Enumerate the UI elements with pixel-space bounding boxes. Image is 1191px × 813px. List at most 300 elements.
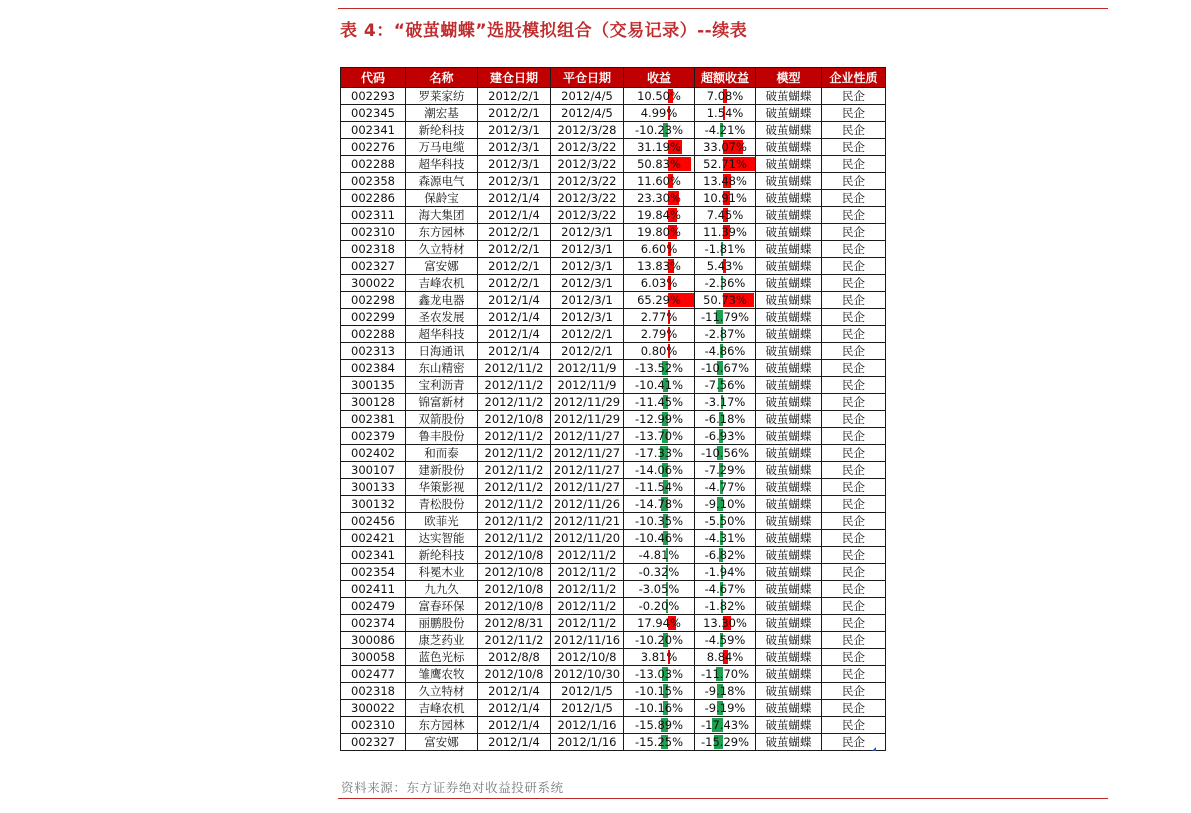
cell-open-date: 2012/1/4: [478, 700, 551, 717]
cell-return: [624, 173, 695, 190]
cell-open-date: 2012/11/2: [478, 513, 551, 530]
cell-value: -10.23%: [635, 123, 683, 137]
cell-value: -1.94%: [704, 565, 746, 579]
cell-open-date: 2012/3/1: [478, 156, 551, 173]
cell-close-date: 2012/3/1: [551, 241, 624, 258]
header-name: 名称: [406, 68, 478, 88]
cell-ownership: 民企: [822, 717, 886, 734]
cell-open-date: 2012/10/8: [478, 581, 551, 598]
cell-model: 破茧蝴蝶: [756, 275, 822, 292]
cell-close-date: 2012/1/16: [551, 717, 624, 734]
cell-close-date: 2012/3/1: [551, 292, 624, 309]
cell-value: 13.30%: [703, 616, 747, 630]
cell-value: -4.77%: [704, 480, 746, 494]
cell-excess-return: [695, 564, 756, 581]
cell-excess-return: [695, 734, 756, 751]
cell-value: 11.39%: [703, 225, 747, 239]
cell-value: -0.32%: [638, 565, 680, 579]
cell-close-date: 2012/11/29: [551, 411, 624, 428]
cell-model: 破茧蝴蝶: [756, 649, 822, 666]
cell-value: -4.31%: [704, 531, 746, 545]
cell-excess-return: [695, 683, 756, 700]
cell-open-date: 2012/2/1: [478, 275, 551, 292]
cell-ownership: 民企: [822, 292, 886, 309]
cell-code: 002402: [341, 445, 406, 462]
cell-ownership: 民企: [822, 734, 886, 751]
cell-close-date: 2012/3/1: [551, 275, 624, 292]
table-row: [341, 649, 886, 666]
cell-model: 破茧蝴蝶: [756, 547, 822, 564]
cell-close-date: 2012/4/5: [551, 105, 624, 122]
cell-value: -4.81%: [638, 548, 680, 562]
cell-open-date: 2012/11/2: [478, 462, 551, 479]
table-row: [341, 530, 886, 547]
cell-close-date: 2012/11/21: [551, 513, 624, 530]
table-title: 表 4：“破茧蝴蝶”选股模拟组合（交易记录）--续表: [340, 21, 748, 41]
cell-code: 300022: [341, 275, 406, 292]
cell-value: 1.54%: [706, 106, 744, 120]
cell-value: -6.82%: [704, 548, 746, 562]
cell-name: 海大集团: [406, 207, 478, 224]
cell-open-date: 2012/1/4: [478, 309, 551, 326]
cell-ownership: 民企: [822, 156, 886, 173]
cell-model: 破茧蝴蝶: [756, 173, 822, 190]
cell-value: -11.79%: [701, 310, 749, 324]
cell-model: 破茧蝴蝶: [756, 292, 822, 309]
cell-return: [624, 547, 695, 564]
table-row: [341, 717, 886, 734]
table-row: [341, 360, 886, 377]
cell-model: 破茧蝴蝶: [756, 445, 822, 462]
cell-ownership: 民企: [822, 326, 886, 343]
table-row: [341, 411, 886, 428]
cell-ownership: 民企: [822, 360, 886, 377]
cell-model: 破茧蝴蝶: [756, 88, 822, 105]
cell-model: 破茧蝴蝶: [756, 564, 822, 581]
cell-ownership: 民企: [822, 309, 886, 326]
cell-code: 002327: [341, 258, 406, 275]
cell-name: 丽鹏股份: [406, 615, 478, 632]
cell-value: -10.56%: [701, 446, 749, 460]
cell-close-date: 2012/11/27: [551, 445, 624, 462]
cell-close-date: 2012/3/1: [551, 309, 624, 326]
cell-name: 超华科技: [406, 326, 478, 343]
cell-ownership: 民企: [822, 377, 886, 394]
cell-close-date: 2012/2/1: [551, 343, 624, 360]
cell-code: 002276: [341, 139, 406, 156]
cell-value: -11.54%: [635, 480, 683, 494]
cell-code: 002299: [341, 309, 406, 326]
cell-return: [624, 717, 695, 734]
table-row: [341, 173, 886, 190]
cell-name: 日海通讯: [406, 343, 478, 360]
table-row: [341, 275, 886, 292]
cell-return: [624, 479, 695, 496]
cell-ownership: 民企: [822, 445, 886, 462]
cell-name: 雏鹰农牧: [406, 666, 478, 683]
cell-excess-return: [695, 649, 756, 666]
cell-model: 破茧蝴蝶: [756, 224, 822, 241]
cell-value: 6.03%: [640, 276, 678, 290]
cell-ownership: 民企: [822, 700, 886, 717]
cell-code: 002313: [341, 343, 406, 360]
cell-value: -14.06%: [635, 463, 683, 477]
cell-ownership: 民企: [822, 173, 886, 190]
cell-code: 002374: [341, 615, 406, 632]
table-row: [341, 615, 886, 632]
cell-ownership: 民企: [822, 479, 886, 496]
table-row: [341, 343, 886, 360]
cell-code: 002479: [341, 598, 406, 615]
cell-excess-return: [695, 581, 756, 598]
cell-excess-return: [695, 428, 756, 445]
cell-excess-return: [695, 139, 756, 156]
cell-model: 破茧蝴蝶: [756, 326, 822, 343]
header-ownership: 企业性质: [822, 68, 886, 88]
cell-name: 九九久: [406, 581, 478, 598]
cell-name: 新纶科技: [406, 547, 478, 564]
cell-return: [624, 496, 695, 513]
cell-excess-return: [695, 513, 756, 530]
cell-value: -10.15%: [635, 684, 683, 698]
cell-ownership: 民企: [822, 207, 886, 224]
cell-open-date: 2012/1/4: [478, 190, 551, 207]
cell-close-date: 2012/11/20: [551, 530, 624, 547]
cell-ownership: 民企: [822, 462, 886, 479]
header-excess-return: 超额收益: [695, 68, 756, 88]
cell-return: [624, 275, 695, 292]
cell-model: 破茧蝴蝶: [756, 377, 822, 394]
cell-return: [624, 530, 695, 547]
cell-excess-return: [695, 496, 756, 513]
cell-excess-return: [695, 632, 756, 649]
table-row: [341, 377, 886, 394]
cell-value: -2.87%: [704, 327, 746, 341]
cell-value: -4.86%: [704, 344, 746, 358]
cell-value: -12.99%: [635, 412, 683, 426]
cell-value: -6.18%: [704, 412, 746, 426]
cell-value: 19.84%: [637, 208, 681, 222]
cell-close-date: 2012/1/5: [551, 700, 624, 717]
cell-code: 002293: [341, 88, 406, 105]
cell-close-date: 2012/3/1: [551, 258, 624, 275]
cell-return: [624, 462, 695, 479]
cell-code: 002341: [341, 547, 406, 564]
cell-code: 002381: [341, 411, 406, 428]
cell-code: 002341: [341, 122, 406, 139]
cell-value: -11.45%: [635, 395, 683, 409]
table-row: [341, 666, 886, 683]
cell-close-date: 2012/3/22: [551, 139, 624, 156]
cell-return: [624, 122, 695, 139]
cell-name: 达实智能: [406, 530, 478, 547]
cell-close-date: 2012/1/16: [551, 734, 624, 751]
cell-code: 300058: [341, 649, 406, 666]
cell-code: 002411: [341, 581, 406, 598]
table-row: [341, 598, 886, 615]
cell-name: 吉峰农机: [406, 700, 478, 717]
cell-value: 0.80%: [640, 344, 678, 358]
cell-value: 8.84%: [706, 650, 744, 664]
cell-value: 17.94%: [637, 616, 681, 630]
cell-return: [624, 632, 695, 649]
cell-model: 破茧蝴蝶: [756, 241, 822, 258]
cell-value: -9.19%: [704, 701, 746, 715]
cell-code: 002288: [341, 326, 406, 343]
cell-code: 002310: [341, 717, 406, 734]
cell-model: 破茧蝴蝶: [756, 683, 822, 700]
cell-ownership: 民企: [822, 683, 886, 700]
cell-code: 002311: [341, 207, 406, 224]
table-row: [341, 445, 886, 462]
cell-model: 破茧蝴蝶: [756, 156, 822, 173]
cell-excess-return: [695, 598, 756, 615]
cell-return: [624, 394, 695, 411]
cell-return: [624, 190, 695, 207]
cell-name: 鑫龙电器: [406, 292, 478, 309]
cell-model: 破茧蝴蝶: [756, 190, 822, 207]
cell-value: 10.91%: [703, 191, 747, 205]
cell-value: 23.30%: [637, 191, 681, 205]
cell-ownership: 民企: [822, 258, 886, 275]
cell-value: -3.05%: [638, 582, 680, 596]
cell-return: [624, 513, 695, 530]
cell-excess-return: [695, 173, 756, 190]
cell-excess-return: [695, 360, 756, 377]
cell-name: 欧菲光: [406, 513, 478, 530]
cell-ownership: 民企: [822, 632, 886, 649]
cell-value: -9.10%: [704, 497, 746, 511]
cell-value: -15.29%: [701, 735, 749, 749]
cell-name: 双箭股份: [406, 411, 478, 428]
cell-close-date: 2012/10/30: [551, 666, 624, 683]
cell-excess-return: [695, 156, 756, 173]
cell-value: -10.35%: [635, 514, 683, 528]
cell-open-date: 2012/11/2: [478, 445, 551, 462]
cell-value: 33.07%: [703, 140, 747, 154]
cell-value: -4.59%: [704, 633, 746, 647]
table-row: [341, 292, 886, 309]
cell-name: 锦富新材: [406, 394, 478, 411]
cell-value: 2.79%: [640, 327, 678, 341]
cell-value: -10.20%: [635, 633, 683, 647]
table-row: [341, 479, 886, 496]
cell-open-date: 2012/3/1: [478, 122, 551, 139]
cell-close-date: 2012/3/22: [551, 156, 624, 173]
cell-model: 破茧蝴蝶: [756, 411, 822, 428]
cell-open-date: 2012/2/1: [478, 105, 551, 122]
cell-model: 破茧蝴蝶: [756, 615, 822, 632]
table-corner-marker: [872, 747, 876, 751]
cell-close-date: 2012/11/26: [551, 496, 624, 513]
cell-excess-return: [695, 207, 756, 224]
cell-name: 鲁丰股份: [406, 428, 478, 445]
cell-name: 青松股份: [406, 496, 478, 513]
cell-model: 破茧蝴蝶: [756, 122, 822, 139]
cell-value: -1.81%: [704, 242, 746, 256]
cell-name: 富安娜: [406, 258, 478, 275]
cell-value: -7.29%: [704, 463, 746, 477]
cell-name: 富春环保: [406, 598, 478, 615]
cell-code: 002384: [341, 360, 406, 377]
cell-value: -9.18%: [704, 684, 746, 698]
cell-code: 002358: [341, 173, 406, 190]
cell-close-date: 2012/11/27: [551, 428, 624, 445]
cell-return: [624, 88, 695, 105]
cell-model: 破茧蝴蝶: [756, 717, 822, 734]
table-row: [341, 122, 886, 139]
cell-name: 久立特材: [406, 241, 478, 258]
cell-open-date: 2012/10/8: [478, 547, 551, 564]
cell-excess-return: [695, 88, 756, 105]
cell-model: 破茧蝴蝶: [756, 360, 822, 377]
cell-code: 002477: [341, 666, 406, 683]
cell-value: -10.41%: [635, 378, 683, 392]
cell-return: [624, 309, 695, 326]
cell-return: [624, 207, 695, 224]
cell-value: -13.70%: [635, 429, 683, 443]
cell-value: -7.56%: [704, 378, 746, 392]
cell-model: 破茧蝴蝶: [756, 309, 822, 326]
cell-ownership: 民企: [822, 496, 886, 513]
header-open-date: 建仓日期: [478, 68, 551, 88]
cell-open-date: 2012/2/1: [478, 224, 551, 241]
cell-value: -13.03%: [635, 667, 683, 681]
cell-close-date: 2012/3/22: [551, 190, 624, 207]
cell-name: 保龄宝: [406, 190, 478, 207]
table-body: [341, 88, 886, 751]
cell-return: [624, 258, 695, 275]
cell-close-date: 2012/11/29: [551, 394, 624, 411]
cell-value: 7.45%: [706, 208, 744, 222]
cell-excess-return: [695, 105, 756, 122]
cell-code: 002456: [341, 513, 406, 530]
cell-close-date: 2012/11/27: [551, 479, 624, 496]
cell-close-date: 2012/11/16: [551, 632, 624, 649]
cell-return: [624, 734, 695, 751]
cell-model: 破茧蝴蝶: [756, 343, 822, 360]
cell-value: -6.93%: [704, 429, 746, 443]
cell-excess-return: [695, 462, 756, 479]
table-header-row: [341, 68, 886, 88]
cell-code: 300132: [341, 496, 406, 513]
table-row: [341, 632, 886, 649]
cell-model: 破茧蝴蝶: [756, 479, 822, 496]
cell-return: [624, 445, 695, 462]
cell-excess-return: [695, 275, 756, 292]
table-row: [341, 462, 886, 479]
cell-value: 50.83%: [637, 157, 681, 171]
table-row: [341, 326, 886, 343]
cell-code: 300133: [341, 479, 406, 496]
cell-name: 东方园林: [406, 224, 478, 241]
cell-return: [624, 326, 695, 343]
table-row: [341, 734, 886, 751]
cell-excess-return: [695, 615, 756, 632]
cell-name: 和而泰: [406, 445, 478, 462]
cell-excess-return: [695, 258, 756, 275]
cell-name: 新纶科技: [406, 122, 478, 139]
cell-value: -0.20%: [638, 599, 680, 613]
cell-value: -17.43%: [701, 718, 749, 732]
cell-close-date: 2012/11/2: [551, 598, 624, 615]
cell-ownership: 民企: [822, 139, 886, 156]
cell-value: 3.81%: [640, 650, 678, 664]
cell-name: 富安娜: [406, 734, 478, 751]
cell-model: 破茧蝴蝶: [756, 207, 822, 224]
cell-model: 破茧蝴蝶: [756, 462, 822, 479]
cell-open-date: 2012/1/4: [478, 343, 551, 360]
cell-open-date: 2012/1/4: [478, 326, 551, 343]
cell-name: 宝利沥青: [406, 377, 478, 394]
cell-open-date: 2012/2/1: [478, 88, 551, 105]
cell-value: 6.60%: [640, 242, 678, 256]
table-row: [341, 88, 886, 105]
cell-value: -15.25%: [635, 735, 683, 749]
cell-return: [624, 649, 695, 666]
cell-value: 65.29%: [637, 293, 681, 307]
cell-excess-return: [695, 717, 756, 734]
cell-excess-return: [695, 445, 756, 462]
cell-value: -2.36%: [704, 276, 746, 290]
cell-excess-return: [695, 309, 756, 326]
table-row: [341, 581, 886, 598]
cell-code: 300128: [341, 394, 406, 411]
cell-code: 300107: [341, 462, 406, 479]
table-row: [341, 496, 886, 513]
cell-value: -5.50%: [704, 514, 746, 528]
cell-excess-return: [695, 377, 756, 394]
bottom-rule: [338, 798, 1108, 799]
cell-code: 002421: [341, 530, 406, 547]
cell-ownership: 民企: [822, 122, 886, 139]
table-row: [341, 683, 886, 700]
cell-model: 破茧蝴蝶: [756, 632, 822, 649]
cell-open-date: 2012/11/2: [478, 360, 551, 377]
cell-ownership: 民企: [822, 649, 886, 666]
cell-value: -15.89%: [635, 718, 683, 732]
cell-name: 罗莱家纺: [406, 88, 478, 105]
cell-close-date: 2012/3/22: [551, 207, 624, 224]
cell-close-date: 2012/3/28: [551, 122, 624, 139]
cell-open-date: 2012/11/2: [478, 632, 551, 649]
top-rule: [338, 8, 1108, 9]
cell-code: 002286: [341, 190, 406, 207]
cell-value: -4.21%: [704, 123, 746, 137]
cell-return: [624, 360, 695, 377]
table-row: [341, 564, 886, 581]
cell-code: 002318: [341, 241, 406, 258]
table-row: [341, 156, 886, 173]
cell-return: [624, 377, 695, 394]
cell-excess-return: [695, 292, 756, 309]
cell-code: 002298: [341, 292, 406, 309]
cell-return: [624, 411, 695, 428]
cell-return: [624, 615, 695, 632]
cell-ownership: 民企: [822, 428, 886, 445]
cell-close-date: 2012/10/8: [551, 649, 624, 666]
cell-name: 吉峰农机: [406, 275, 478, 292]
cell-ownership: 民企: [822, 224, 886, 241]
cell-excess-return: [695, 190, 756, 207]
cell-value: 31.19%: [637, 140, 681, 154]
cell-value: 11.60%: [637, 174, 681, 188]
cell-value: 2.77%: [640, 310, 678, 324]
cell-code: 002345: [341, 105, 406, 122]
cell-open-date: 2012/10/8: [478, 411, 551, 428]
cell-value: -3.17%: [704, 395, 746, 409]
cell-excess-return: [695, 479, 756, 496]
